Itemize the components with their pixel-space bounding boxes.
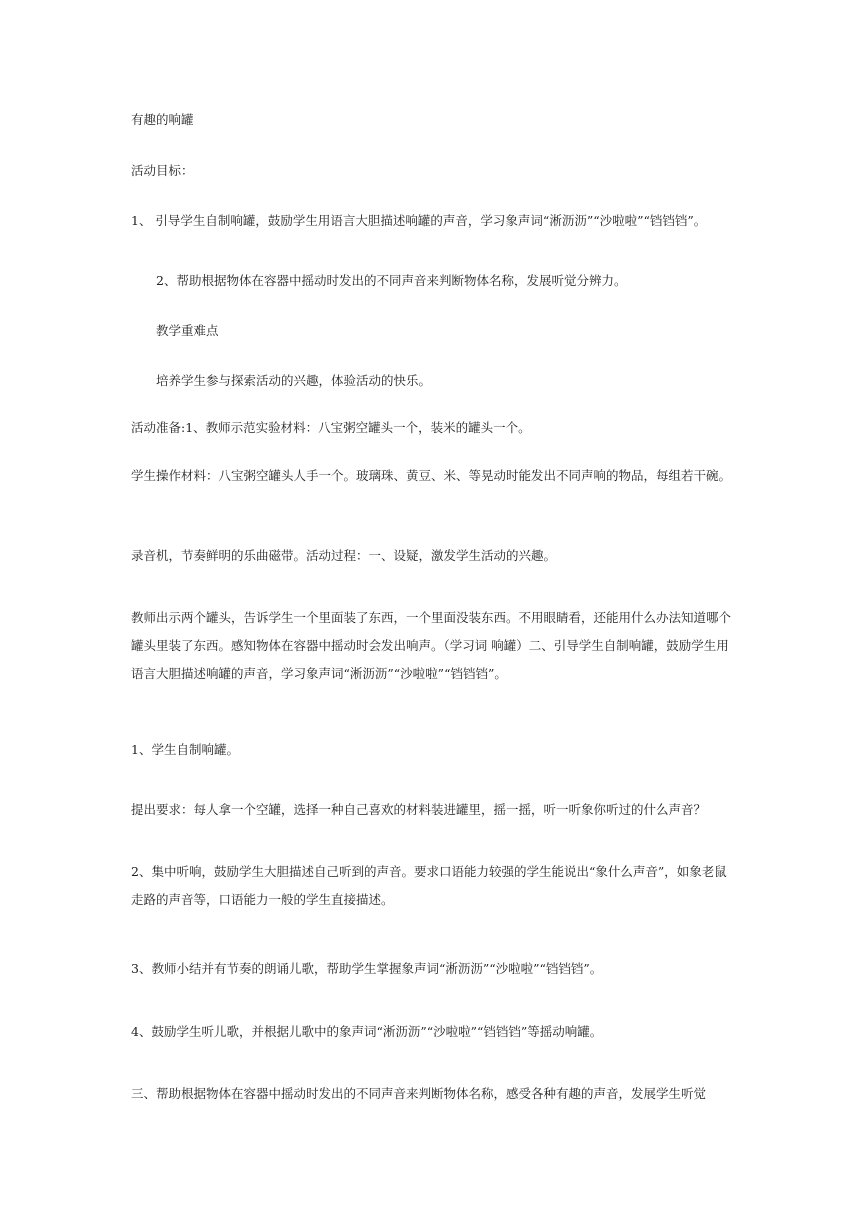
step-1-requirement: 提出要求：每人拿一个空罐，选择一种自己喜欢的材料装进罐里，摇一摇，听一听象你听过的什么声音？ [131,802,707,817]
key-points-heading: 教学重难点 [156,323,219,338]
objective-1: 1、 引导学生自制响罐，鼓励学生用语言大胆描述响罐的声音，学习象声词“淅沥沥”“沙啦啦”“铛铛铛”。 [131,213,707,228]
objective-2: 2、帮助根据物体在容器中摇动时发出的不同声音来判断物体名称，发展听觉分辨力。 [156,273,627,288]
document-title: 有趣的响罐 [131,112,194,127]
step-2: 2、集中听响，鼓励学生大胆描述自己听到的声音。要求口语能力较强的学生能说出“象什么声音”，如象老鼠走路的声音等，口语能力一般的学生直接描述。 [131,864,727,907]
preparation-1: 活动准备:1、教师示范实验材料：八宝粥空罐头一个，装米的罐头一个。 [131,420,531,435]
step-4: 4、鼓励学生听儿歌，并根据儿歌中的象声词“淅沥沥”“沙啦啦”“铛铛铛”等摇动响罐。 [131,1024,603,1039]
section-3: 三、帮助根据物体在容器中摇动时发出的不同声音来判断物体名称，感受各种有趣的声音，发展学生听觉 [131,1086,707,1101]
objectives-heading: 活动目标： [131,163,194,178]
step-3: 3、教师小结并有节奏的朗诵儿歌，帮助学生掌握象声词“淅沥沥”“沙啦啦”“铛铛铛”。 [131,961,603,976]
step-1: 1、学生自制响罐。 [131,742,239,757]
preparation-2: 学生操作材料：八宝粥空罐头人手一个。玻璃珠、黄豆、米、等晃动时能发出不同声响的物品，每组若干碗。 [131,468,732,483]
process-1: 教师出示两个罐头，告诉学生一个里面装了东西，一个里面没装东西。不用眼睛看，还能用什么办法知道哪个罐头里装了东西。感知物体在容器中摇动时会发出响声。（学习词 响罐）二、引导学生自制响罐，鼓励学生用语言大胆描述响罐的声音，学习象声词“淅沥沥”“沙啦啦”“铛铛铛”。 [131,610,732,681]
key-points-text: 培养学生参与探索活动的兴趣，体验活动的快乐。 [156,373,432,388]
preparation-3: 录音机，节奏鲜明的乐曲磁带。活动过程：一、设疑，激发学生活动的兴趣。 [131,548,557,563]
